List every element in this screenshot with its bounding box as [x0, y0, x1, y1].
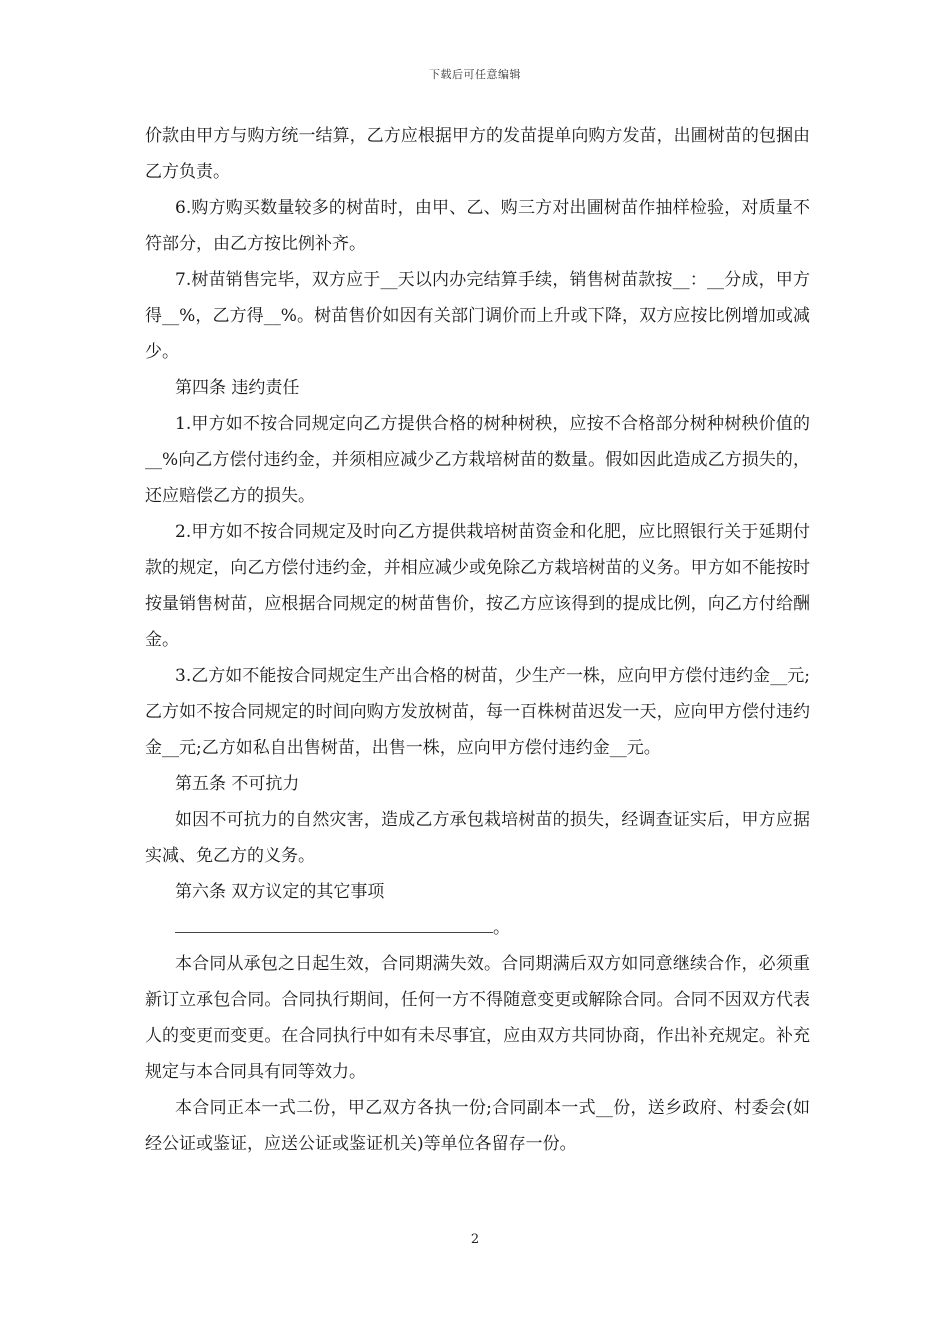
paragraph-payment-settlement: 价款由甲方与购方统一结算，乙方应根据甲方的发苗提单向购方发苗，出圃树苗的包捆由乙方负责。 — [145, 126, 810, 182]
paragraph-breach-1: 1.甲方如不按合同规定向乙方提供合格的树种树秧，应按不合格部分树种树秧价值的__%向乙方偿付违约金，并须相应减少乙方栽培树苗的数量。假如因此造成乙方损失的，还应赔偿乙方的损失。 — [145, 414, 810, 506]
paragraph-breach-2: 2.甲方如不按合同规定及时向乙方提供栽培树苗资金和化肥，应比照银行关于延期付款的规定，向乙方偿付违约金，并相应减少或免除乙方栽培树苗的义务。甲方如不能按时按量销售树苗，应根据合同规定的树苗售价，按乙方应该得到的提成比例，向乙方付给酬金。 — [145, 522, 810, 650]
section-heading-article-5: 第五条 不可抗力 — [175, 774, 300, 794]
page-number: 2 — [470, 1232, 480, 1247]
page-header-note: 下载后可任意编辑 — [429, 68, 521, 81]
paragraph-other-matters-blank — [145, 910, 810, 946]
paragraph-force-majeure: 如因不可抗力的自然灾害，造成乙方承包栽培树苗的损失，经调查证实后，甲方应据实减、免乙方的义务。 — [145, 810, 810, 866]
section-heading-article-4: 第四条 违约责任 — [175, 378, 300, 398]
document-body — [145, 118, 810, 1162]
paragraph-copies: 本合同正本一式二份，甲乙双方各执一份;合同副本一式__份，送乡政府、村委会(如经公证或鉴证，应送公证或鉴证机关)等单位各留存一份。 — [145, 1098, 810, 1154]
paragraph-effectiveness: 本合同从承包之日起生效，合同期满失效。合同期满后双方如同意继续合作，必须重新订立承包合同。合同执行期间，任何一方不得随意变更或解除合同。合同不因双方代表人的变更而变更。在合同执行中如有未尽事宜，应由双方共同协商，作出补充规定。补充规定与本合同具有同等效力。 — [145, 954, 810, 1082]
paragraph-clause-6: 6.购方购买数量较多的树苗时，由甲、乙、购三方对出圃树苗作抽样检验，对质量不符部分，由乙方按比例补齐。 — [145, 198, 810, 254]
section-heading-article-6: 第六条 双方议定的其它事项 — [175, 882, 385, 902]
blank-line-period: 。 — [493, 918, 510, 938]
fill-in-blank-line — [175, 912, 493, 933]
paragraph-breach-3: 3.乙方如不能按合同规定生产出合格的树苗，少生产一株，应向甲方偿付违约金__元;乙方如不按合同规定的时间向购方发放树苗，每一百株树苗迟发一天，应向甲方偿付违约金__元;乙方如私自出售树苗，出售一株，应向甲方偿付违约金__元。 — [145, 666, 810, 758]
paragraph-clause-7: 7.树苗销售完毕，双方应于__天以内办完结算手续，销售树苗款按__：__分成，甲方得__%，乙方得__%。树苗售价如因有关部门调价而上升或下降，双方应按比例增加或减少。 — [145, 270, 810, 362]
